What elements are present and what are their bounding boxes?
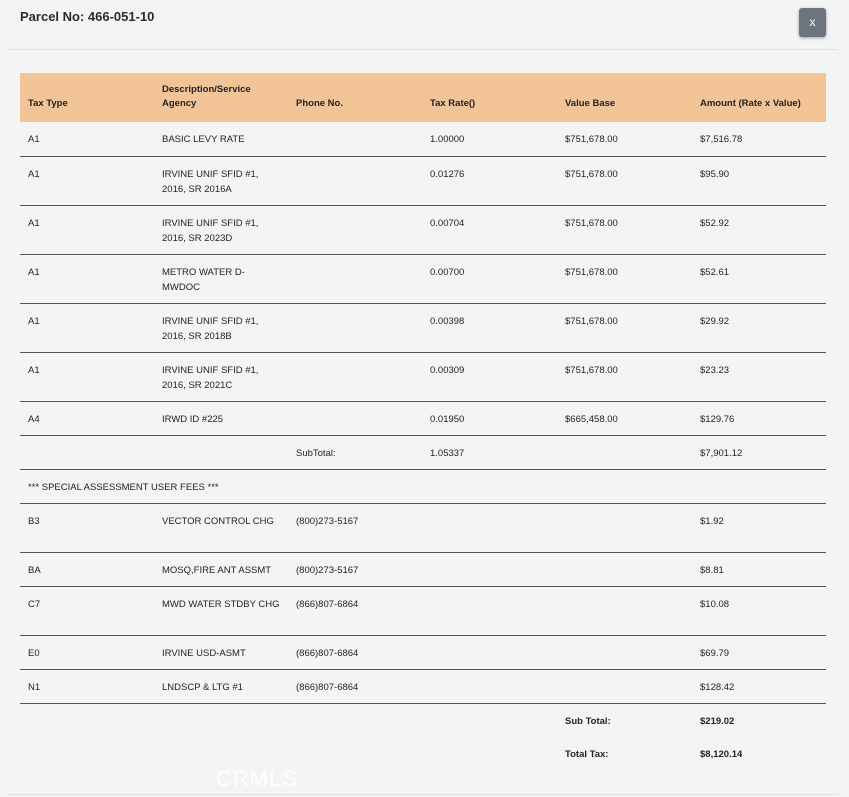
cell-phone: (866)807-6864 xyxy=(288,586,422,635)
special-assessment-header: *** SPECIAL ASSESSMENT USER FEES *** xyxy=(20,469,826,503)
cell-amount: $10.08 xyxy=(692,586,826,635)
tax-table-container xyxy=(20,73,826,771)
cell-value-base: $751,678.00 xyxy=(557,352,692,401)
header-value-base: Value Base xyxy=(565,98,616,109)
fees-subtotal-amount: $219.02 xyxy=(692,703,826,737)
fee-row xyxy=(20,503,826,552)
empty-cell xyxy=(422,635,557,669)
cell-tax-rate: 0.01950 xyxy=(422,401,557,435)
cell-amount: $8.81 xyxy=(692,552,826,586)
cell-description: MOSQ,FIRE ANT ASSMT xyxy=(154,552,288,586)
empty-cell xyxy=(557,586,692,635)
watermark: CRMLS xyxy=(216,766,299,791)
cell-description: IRVINE UNIF SFID #1, 2016, SR 2023D xyxy=(154,205,288,254)
cell-tax-rate: 0.00700 xyxy=(422,254,557,303)
cell-tax-type: E0 xyxy=(20,635,154,669)
fees-subtotal-label: Sub Total: xyxy=(557,703,692,737)
cell-phone xyxy=(288,401,422,435)
cell-phone xyxy=(288,254,422,303)
empty-cell xyxy=(422,703,557,737)
table-row xyxy=(20,254,826,303)
cell-amount: $52.61 xyxy=(692,254,826,303)
fee-row xyxy=(20,586,826,635)
cell-description: LNDSCP & LTG #1 xyxy=(154,669,288,703)
empty-cell xyxy=(422,503,557,552)
cell-amount: $129.76 xyxy=(692,401,826,435)
cell-value-base: $665,458.00 xyxy=(557,401,692,435)
header-tax-type: Tax Type xyxy=(28,98,68,109)
cell-value-base: $751,678.00 xyxy=(557,254,692,303)
cell-value-base: $751,678.00 xyxy=(557,303,692,352)
cell-tax-rate: 1.00000 xyxy=(422,122,557,156)
cell-tax-type: N1 xyxy=(20,669,154,703)
cell-tax-type: A1 xyxy=(20,156,154,205)
cell-description: MWD WATER STDBY CHG xyxy=(154,586,288,635)
cell-tax-rate: 0.00398 xyxy=(422,303,557,352)
total-tax-amount: $8,120.14 xyxy=(692,737,826,771)
empty-cell xyxy=(20,703,154,737)
modal-header xyxy=(8,0,838,50)
table-row xyxy=(20,122,826,156)
special-assessment-header-row xyxy=(20,469,826,503)
empty-cell xyxy=(20,435,154,469)
table-row xyxy=(20,205,826,254)
header-phone: Phone No. xyxy=(296,98,343,109)
cell-amount: $1.92 xyxy=(692,503,826,552)
subtotal-label: SubTotal: xyxy=(288,435,422,469)
cell-amount: $29.92 xyxy=(692,303,826,352)
cell-description: VECTOR CONTROL CHG xyxy=(154,503,288,552)
cell-phone xyxy=(288,303,422,352)
cell-tax-type: A1 xyxy=(20,352,154,401)
cell-amount: $52.92 xyxy=(692,205,826,254)
table-row xyxy=(20,401,826,435)
empty-cell xyxy=(557,435,692,469)
empty-cell xyxy=(422,669,557,703)
cell-amount: $23.23 xyxy=(692,352,826,401)
cell-phone xyxy=(288,352,422,401)
cell-phone: (866)807-6864 xyxy=(288,669,422,703)
cell-value-base: $751,678.00 xyxy=(557,122,692,156)
empty-cell xyxy=(557,552,692,586)
cell-amount: $128.42 xyxy=(692,669,826,703)
cell-phone: (866)807-6864 xyxy=(288,635,422,669)
subtotal-amount: $7,901.12 xyxy=(692,435,826,469)
cell-tax-rate: 0.01276 xyxy=(422,156,557,205)
subtotal-rate: 1.05337 xyxy=(422,435,557,469)
empty-cell xyxy=(154,435,288,469)
table-row xyxy=(20,156,826,205)
cell-amount: $95.90 xyxy=(692,156,826,205)
cell-phone: (800)273-5167 xyxy=(288,503,422,552)
cell-tax-type: A1 xyxy=(20,254,154,303)
cell-tax-type: BA xyxy=(20,552,154,586)
cell-tax-type: A4 xyxy=(20,401,154,435)
empty-cell xyxy=(422,586,557,635)
cell-tax-type: A1 xyxy=(20,122,154,156)
empty-cell xyxy=(422,737,557,771)
cell-description: METRO WATER D-MWDOC xyxy=(154,254,288,303)
cell-amount: $7,516.78 xyxy=(692,122,826,156)
empty-cell xyxy=(557,635,692,669)
cell-value-base: $751,678.00 xyxy=(557,205,692,254)
table-header-row xyxy=(20,73,826,122)
cell-value-base: $751,678.00 xyxy=(557,156,692,205)
header-tax-rate: Tax Rate() xyxy=(430,98,476,109)
empty-cell xyxy=(422,552,557,586)
empty-cell xyxy=(557,503,692,552)
cell-description: IRWD ID #225 xyxy=(154,401,288,435)
cell-tax-type: A1 xyxy=(20,303,154,352)
cell-phone xyxy=(288,122,422,156)
fee-row xyxy=(20,669,826,703)
table-row xyxy=(20,352,826,401)
cell-phone xyxy=(288,156,422,205)
cell-description: BASIC LEVY RATE xyxy=(154,122,288,156)
cell-phone xyxy=(288,205,422,254)
cell-amount: $69.79 xyxy=(692,635,826,669)
table-row xyxy=(20,303,826,352)
cell-description: IRVINE UNIF SFID #1, 2016, SR 2018B xyxy=(154,303,288,352)
cell-phone: (800)273-5167 xyxy=(288,552,422,586)
cell-description: IRVINE UNIF SFID #1, 2016, SR 2016A xyxy=(154,156,288,205)
cell-description: IRVINE USD-ASMT xyxy=(154,635,288,669)
total-tax-label: Total Tax: xyxy=(557,737,692,771)
close-button[interactable]: x xyxy=(799,8,826,37)
header-description: Description/Service Agency xyxy=(162,84,251,109)
fees-subtotal-row xyxy=(20,703,826,737)
empty-cell xyxy=(154,703,288,737)
fee-row xyxy=(20,552,826,586)
cell-tax-type: C7 xyxy=(20,586,154,635)
divider xyxy=(8,794,838,795)
cell-tax-type: A1 xyxy=(20,205,154,254)
tax-table xyxy=(20,73,826,771)
header-amount: Amount (Rate x Value) xyxy=(700,98,801,109)
empty-cell xyxy=(288,703,422,737)
total-tax-row xyxy=(20,737,826,771)
empty-cell xyxy=(288,737,422,771)
cell-tax-rate: 0.00704 xyxy=(422,205,557,254)
modal-title: Parcel No: 466-051-10 xyxy=(20,9,155,24)
cell-description: IRVINE UNIF SFID #1, 2016, SR 2021C xyxy=(154,352,288,401)
fee-row xyxy=(20,635,826,669)
empty-cell xyxy=(557,669,692,703)
cell-tax-type: B3 xyxy=(20,503,154,552)
subtotal-row xyxy=(20,435,826,469)
empty-cell xyxy=(20,737,154,771)
cell-tax-rate: 0.00309 xyxy=(422,352,557,401)
